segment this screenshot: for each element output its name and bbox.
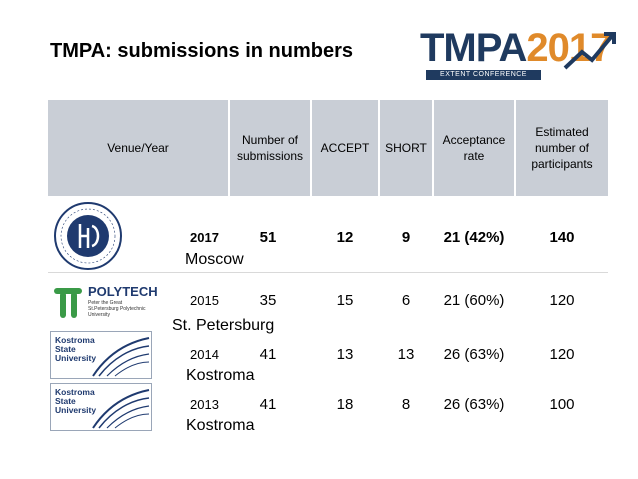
row-divider bbox=[48, 272, 608, 273]
row-participants: 140 bbox=[549, 229, 575, 246]
row-participants: 120 bbox=[549, 292, 575, 309]
row-rate: 26 (63%) bbox=[443, 396, 505, 413]
header-accept: ACCEPT bbox=[320, 141, 370, 155]
header-participants: Estimated number of participants bbox=[531, 125, 593, 171]
row-accept: 13 bbox=[336, 346, 354, 363]
logo-wordmark-year: 2017 bbox=[526, 26, 612, 70]
ksu-graphic-icon bbox=[89, 332, 151, 378]
logo-arrow-icon bbox=[560, 28, 620, 76]
row-participants: 100 bbox=[549, 396, 575, 413]
header-submissions: Number of submissions bbox=[236, 133, 304, 163]
row-city: Kostroma bbox=[186, 417, 255, 434]
row-submissions: 41 bbox=[259, 346, 277, 363]
polytech-subtitle: Peter the Great St.Petersburg Polytechnic University bbox=[88, 300, 146, 318]
row-submissions: 51 bbox=[259, 229, 277, 246]
polytech-pi-icon bbox=[52, 284, 84, 320]
row-submissions: 35 bbox=[259, 292, 277, 309]
row-year: 2014 bbox=[190, 347, 219, 362]
row-short: 13 bbox=[397, 346, 415, 363]
row-year: 2013 bbox=[190, 397, 219, 412]
header-venue-year: Venue/Year bbox=[107, 141, 169, 155]
row-city: Moscow bbox=[185, 251, 244, 268]
ksu-logo-2014: Kostroma State University bbox=[50, 331, 152, 379]
header-short: SHORT bbox=[385, 141, 427, 155]
row-short: 9 bbox=[401, 229, 411, 246]
polytech-name: POLYTECH bbox=[88, 284, 158, 299]
logo-band: EXTENT CONFERENCE bbox=[426, 70, 541, 80]
logo-wordmark-prefix: TMPA bbox=[420, 26, 527, 70]
row-accept: 12 bbox=[336, 229, 354, 246]
row-rate: 21 (60%) bbox=[443, 292, 505, 309]
row-short: 8 bbox=[401, 396, 411, 413]
row-rate: 26 (63%) bbox=[443, 346, 505, 363]
row-accept: 18 bbox=[336, 396, 354, 413]
polytech-logo bbox=[52, 282, 158, 322]
hse-logo bbox=[52, 200, 124, 272]
row-short: 6 bbox=[401, 292, 411, 309]
ksu-logo-2013: Kostroma State University bbox=[50, 383, 152, 431]
table-header bbox=[48, 100, 608, 196]
tmpa-logo bbox=[420, 26, 620, 82]
row-city: St. Petersburg bbox=[172, 317, 275, 334]
row-submissions: 41 bbox=[259, 396, 277, 413]
row-year: 2017 bbox=[190, 230, 219, 245]
row-participants: 120 bbox=[549, 346, 575, 363]
row-year: 2015 bbox=[190, 293, 219, 308]
row-rate: 21 (42%) bbox=[443, 229, 505, 246]
header-acceptance-rate: Acceptance rate bbox=[442, 133, 506, 163]
slide-title: TMPA: submissions in numbers bbox=[50, 40, 353, 62]
ksu-graphic-icon bbox=[89, 384, 151, 430]
row-accept: 15 bbox=[336, 292, 354, 309]
row-city: Kostroma bbox=[186, 367, 255, 384]
